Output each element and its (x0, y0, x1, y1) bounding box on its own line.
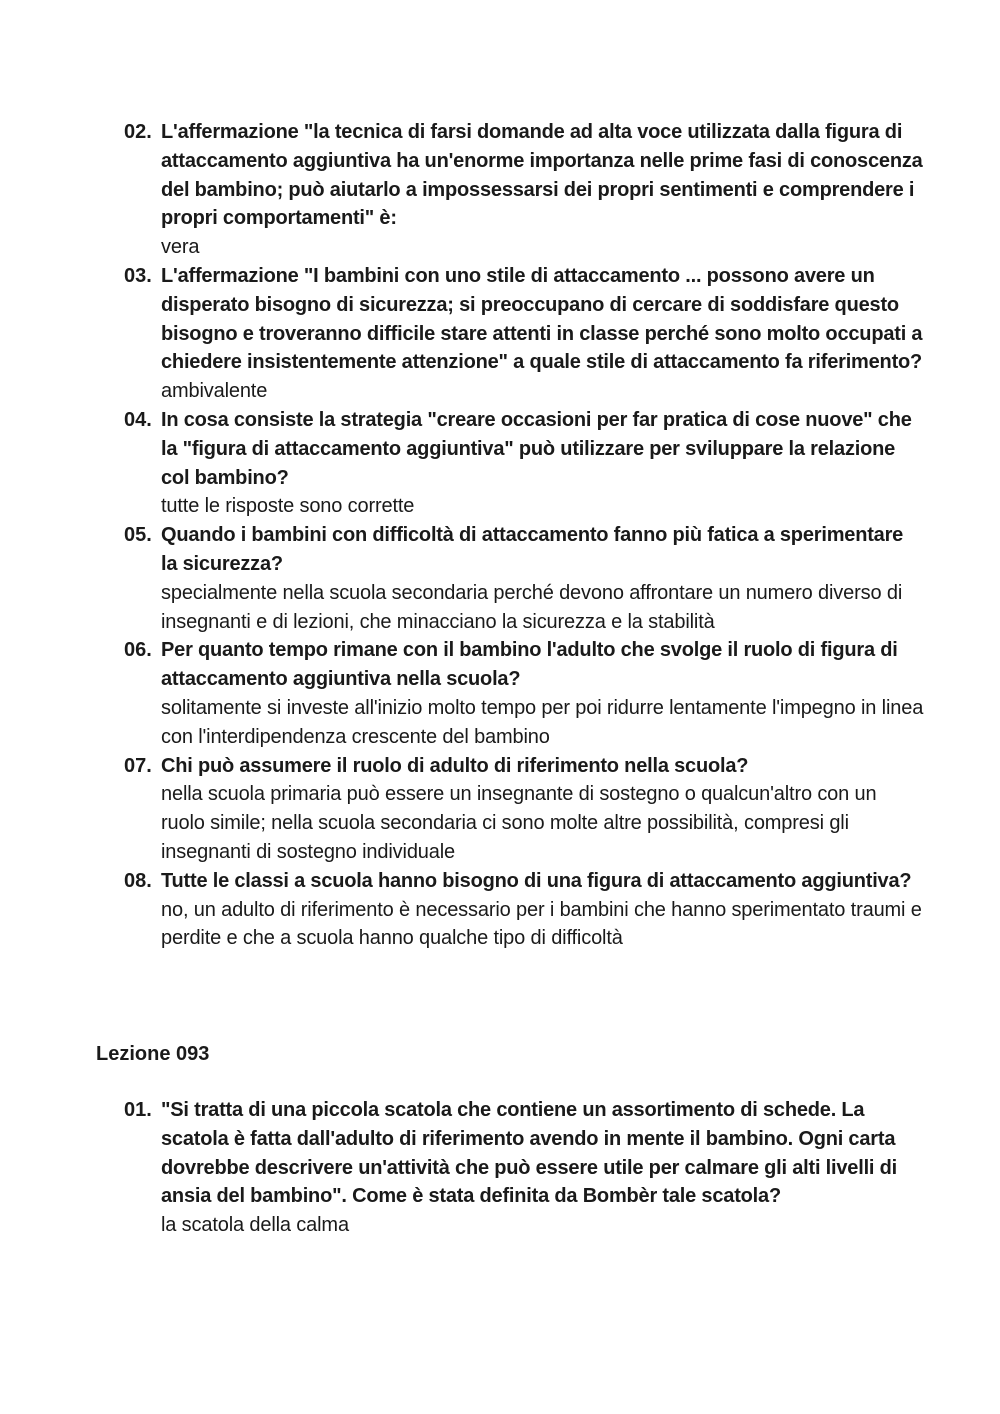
question-number: 03. (124, 264, 152, 287)
answer-text: nella scuola primaria può essere un insegnante di sostegno o qualcun'altro con un ruolo simile; nella scuola secondaria ci sono molte altre possibilità, compresi gli insegnanti di sostegno individuale (161, 783, 877, 863)
list-item (124, 118, 924, 262)
question-number: 08. (124, 869, 152, 892)
question-number: 07. (124, 754, 152, 777)
list-item (124, 406, 924, 521)
question-text: Quando i bambini con difficoltà di attaccamento fanno più fatica a sperimentare la sicurezza? (161, 524, 904, 575)
answer-text: la scatola della calma (161, 1214, 349, 1237)
list-item (124, 521, 924, 636)
question-number: 04. (124, 408, 152, 431)
list-item (124, 752, 924, 867)
question-text: L'affermazione "la tecnica di farsi domande ad alta voce utilizzata dalla figura di attaccamento aggiuntiva ha un'enorme importanza nelle prime fasi di conoscenza del bambino; può aiutarlo a impossessarsi dei propri sentimenti e comprendere i propri comportamenti" è: (161, 121, 923, 230)
list-item (124, 262, 924, 406)
question-text: In cosa consiste la strategia "creare occasioni per far pratica di cose nuove" che la "figura di attaccamento aggiuntiva" può utilizzare per sviluppare la relazione col bambino? (161, 408, 912, 489)
lesson-heading: Lezione 093 (96, 1043, 210, 1065)
question-list (124, 118, 924, 953)
question-text: Chi può assumere il ruolo di adulto di riferimento nella scuola? (161, 754, 749, 777)
answer-text: ambivalente (161, 380, 268, 403)
list-item (124, 1096, 924, 1240)
answer-text: vera (161, 236, 200, 259)
list-item (124, 867, 924, 953)
question-text: L'affermazione "I bambini con uno stile di attaccamento ... possono avere un disperato bisogno di sicurezza; si preoccupano di cercare di soddisfare questo bisogno e troveranno difficile stare attenti in classe perché sono molto occupati a chiedere insistentemente attenzione" a quale stile di attaccamento fa riferimento? (161, 264, 923, 374)
question-number: 01. (124, 1099, 152, 1121)
question-number: 02. (124, 121, 152, 143)
question-number: 05. (124, 524, 152, 547)
question-text: Tutte le classi a scuola hanno bisogno di una figura di attaccamento aggiuntiva? (161, 869, 912, 892)
answer-text: no, un adulto di riferimento è necessario per i bambini che hanno sperimentato traumi e perdite e che a scuola hanno qualche tipo di difficoltà (161, 898, 922, 950)
question-number: 06. (124, 639, 152, 662)
list-item (124, 636, 924, 751)
answer-text: solitamente si investe all'inizio molto tempo per poi ridurre lentamente l'impegno in linea con l'interdipendenza crescente del bambino (161, 696, 924, 748)
question-text: Per quanto tempo rimane con il bambino l'adulto che svolge il ruolo di figura di attaccamento aggiuntiva nella scuola? (161, 639, 898, 691)
answer-text: tutte le risposte sono corrette (161, 495, 415, 518)
answer-text: specialmente nella scuola secondaria perché devono affrontare un numero diverso di insegnanti e di lezioni, che minacciano la sicurezza e la stabilità (161, 581, 903, 633)
question-text: "Si tratta di una piccola scatola che contiene un assortimento di schede. La scatola è fatta dall'adulto di riferimento avendo in mente il bambino. Ogni carta dovrebbe descrivere un'attività che può essere utile per calmare gli alti livelli di ansia del bambino". Come è stata definita da Bombèr tale scatola? (161, 1099, 898, 1208)
lesson-question-list (124, 1096, 924, 1240)
